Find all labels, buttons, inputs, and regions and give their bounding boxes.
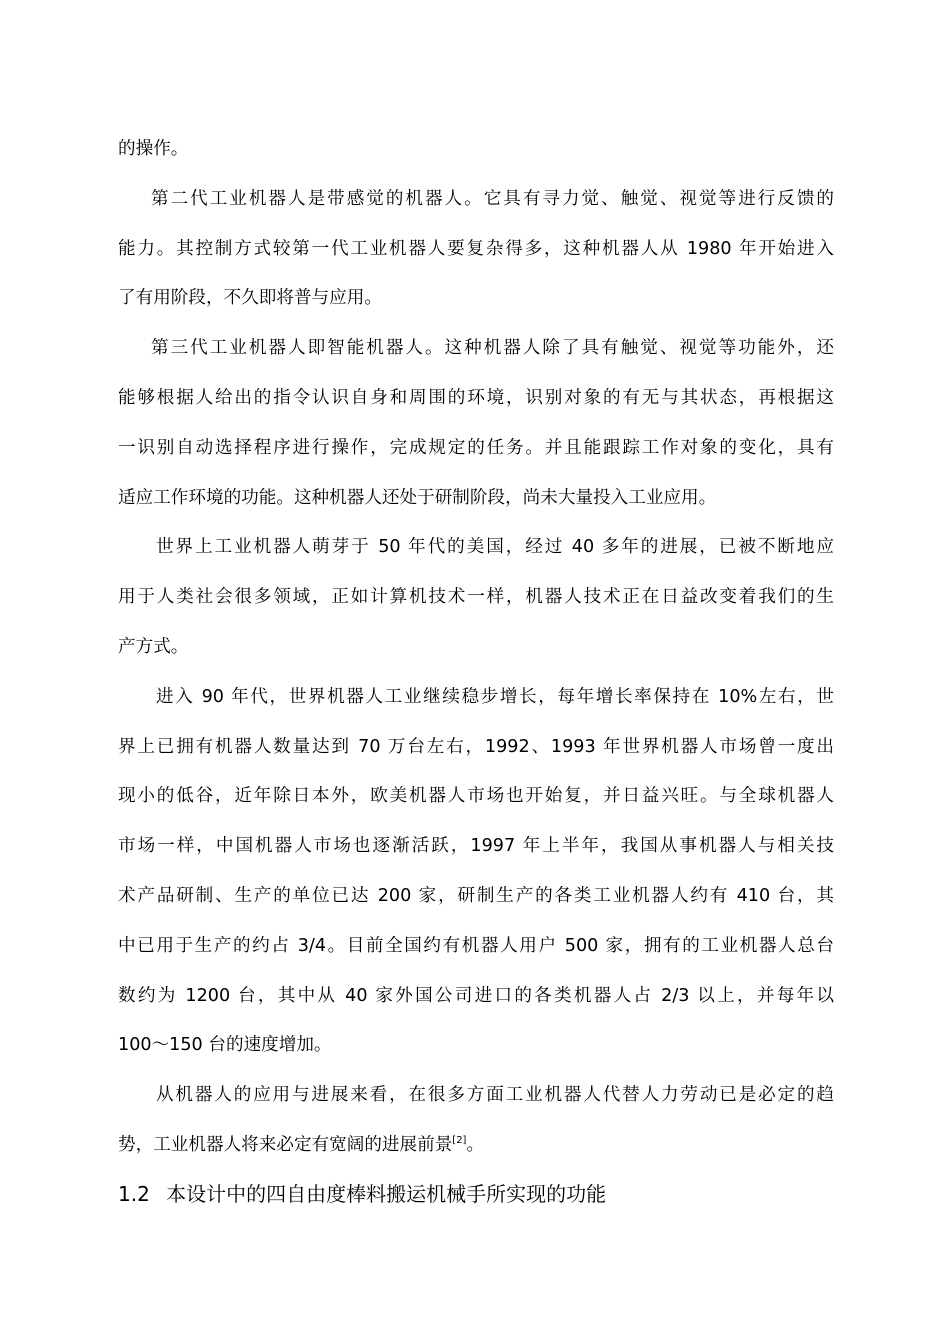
document-body [118, 125, 834, 1171]
text-line: 术产品研制、生产的单位已达 200 家，研制生产的各类工业机器人约有 410 台，其 [118, 885, 834, 906]
text-line: 100～150 台的速度增加。 [118, 1035, 332, 1056]
sentence-ending: 。 [466, 1134, 485, 1155]
citation-reference[interactable]: [2] [452, 1135, 467, 1147]
text-line: 第三代工业机器人即智能机器人。这种机器人除了具有触觉、视觉等功能外，还 [151, 338, 834, 359]
text-line: 的操作。 [118, 139, 189, 159]
text-line: 从机器人的应用与进展来看，在很多方面工业机器人代替人力劳动已是必定的趋 [156, 1085, 834, 1106]
text-line: 用于人类社会很多领域，正如计算机技术一样，机器人技术正在日益改变着我们的生 [118, 587, 834, 608]
text-line: 数约为 1200 台，其中从 40 家外国公司进口的各类机器人占 2/3 以上，并每年以 [118, 985, 834, 1006]
text-line: 能力。其控制方式较第一代工业机器人要复杂得多，这种机器人从 1980 年开始进入 [118, 238, 834, 259]
text-line: 一识别自动选择程序进行操作，完成规定的任务。并且能跟踪工作对象的变化，具有 [118, 437, 834, 458]
text-line: 适应工作环境的功能。这种机器人还处于研制阶段，尚未大量投入工业应用。 [118, 487, 717, 508]
text-line: 了有用阶段，不久即将普与应用。 [118, 288, 382, 309]
text-line: 现小的低谷，近年除日本外，欧美机器人市场也开始复，并日益兴旺。与全球机器人 [118, 786, 834, 807]
text-line: 第二代工业机器人是带感觉的机器人。它具有寻力觉、触觉、视觉等进行反馈的 [151, 188, 834, 209]
text-line: 市场一样，中国机器人市场也逐渐活跃，1997 年上半年，我国从事机器人与相关技 [118, 836, 834, 857]
text-line: 能够根据人给出的指令认识自身和周围的环境，识别对象的有无与其状态，再根据这 [118, 387, 834, 408]
section-title: 本设计中的四自由度棒料搬运机械手所实现的功能 [166, 1182, 607, 1206]
text-line-content: 势，工业机器人将来必定有宽阔的进展前景 [118, 1134, 453, 1155]
section-heading [118, 1178, 606, 1210]
text-line [118, 1121, 834, 1171]
text-line: 世界上工业机器人萌芽于 50 年代的美国，经过 40 多年的进展，已被不断地应 [156, 537, 834, 558]
text-line: 进入 90 年代，世界机器人工业继续稳步增长，每年增长率保持在 10%左右，世 [156, 686, 834, 707]
section-number: 1.2 [118, 1182, 150, 1206]
text-line: 界上已拥有机器人数量达到 70 万台左右，1992、1993 年世界机器人市场曾一度出 [118, 736, 834, 757]
text-line: 产方式。 [118, 636, 189, 657]
text-line: 中已用于生产的约占 3/4。目前全国约有机器人用户 500 家，拥有的工业机器人总台 [118, 935, 834, 956]
